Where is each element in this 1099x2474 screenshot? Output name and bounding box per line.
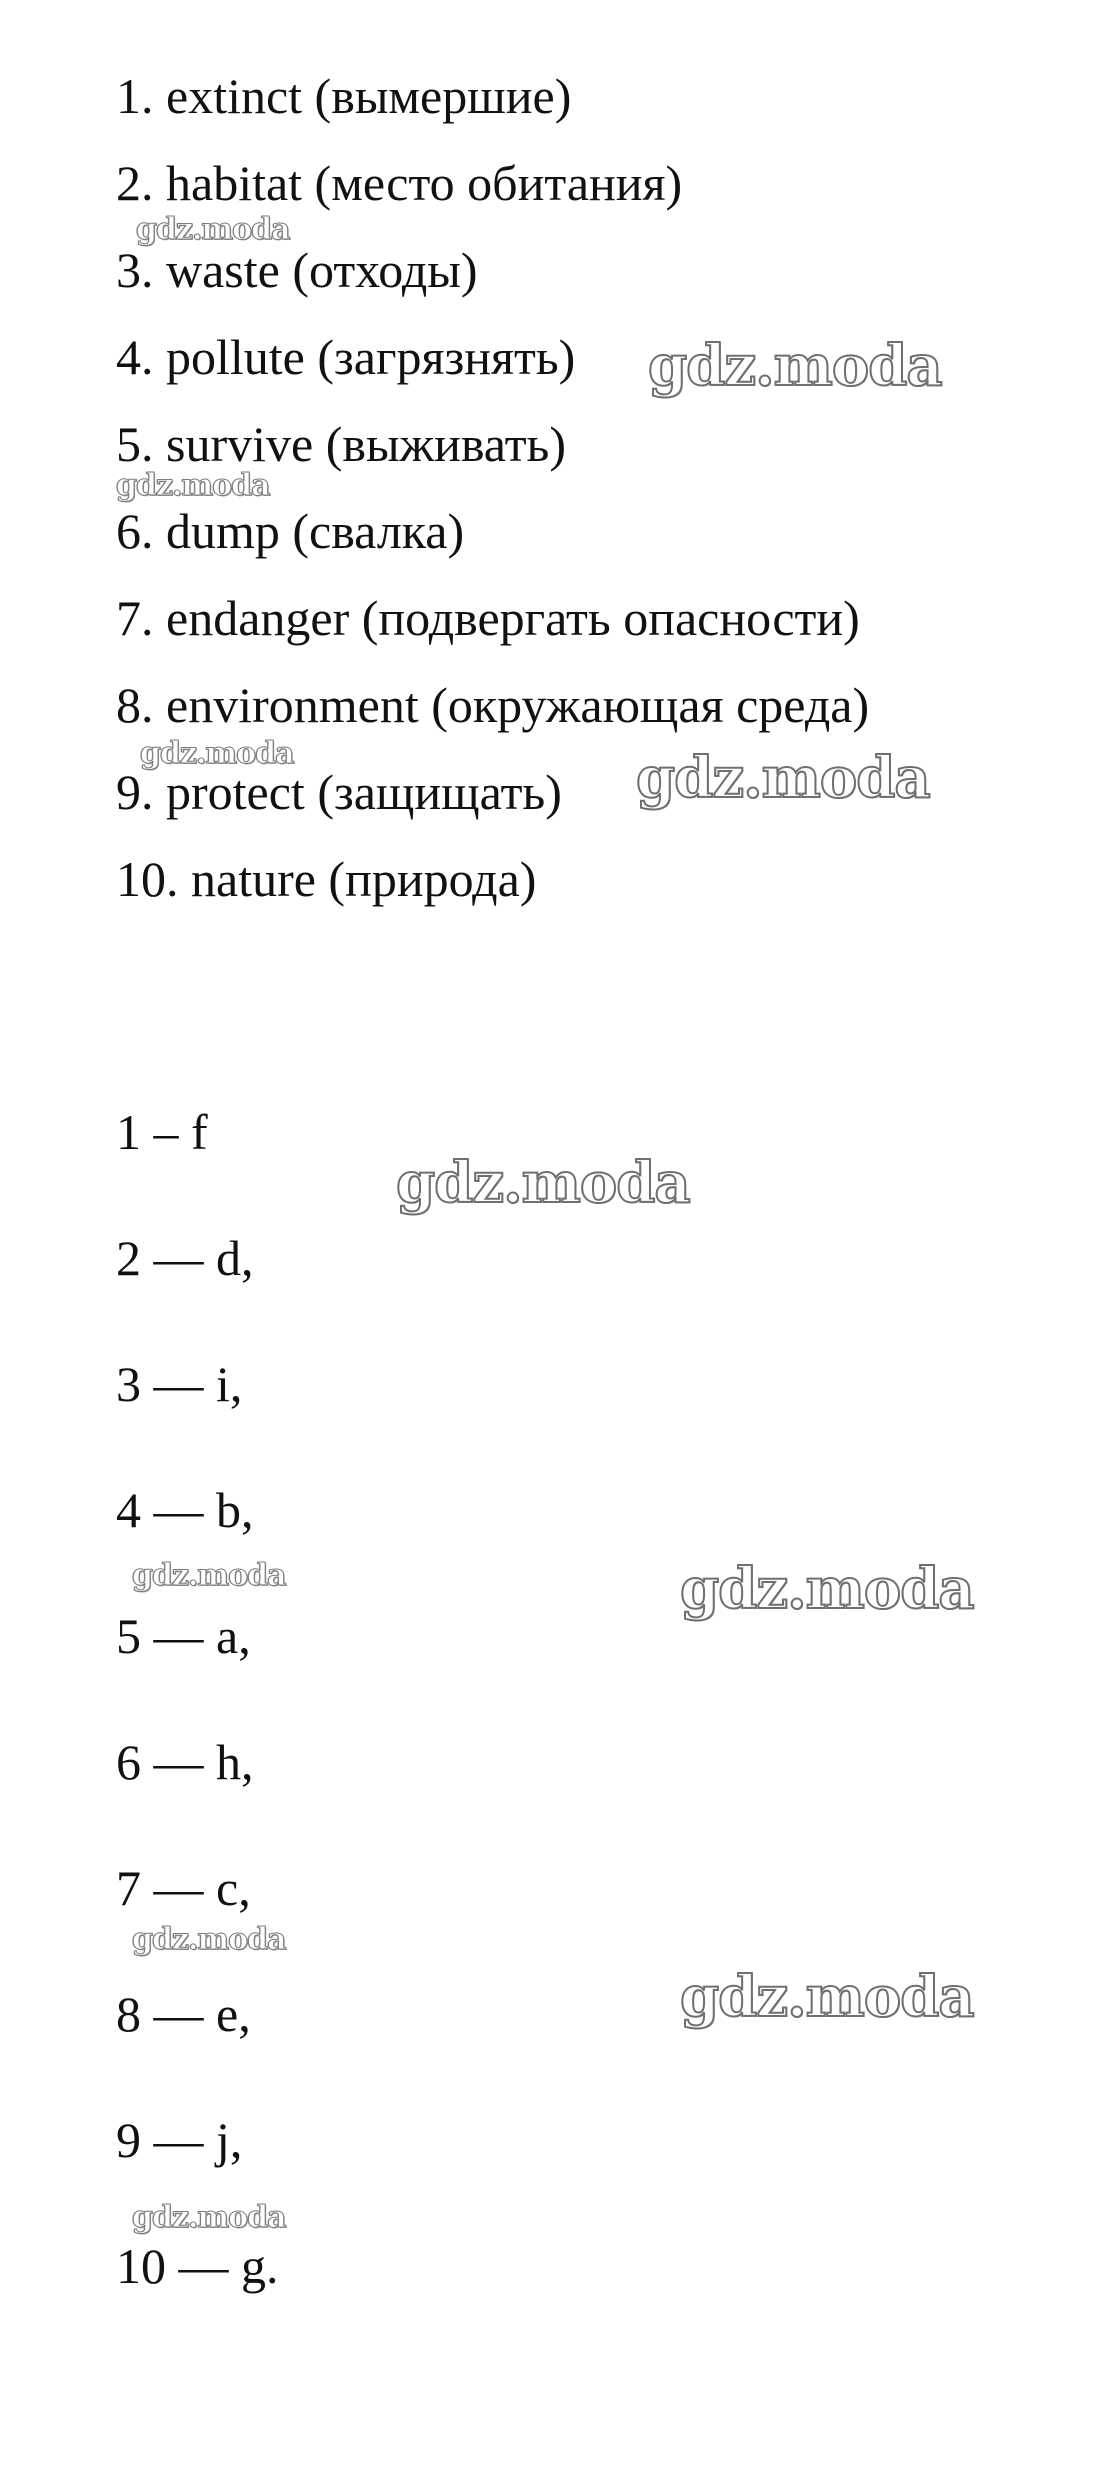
vocab-item-9: 9. protect (защищать) [116, 764, 562, 820]
watermark: gdz.moda [680, 1964, 974, 2030]
watermark: gdz.moda [140, 736, 294, 771]
vocab-item-6: 6. dump (свалка) [116, 503, 465, 559]
vocab-item-4: 4. pollute (загрязнять) [116, 329, 576, 385]
vocab-item-1: 1. extinct (вымершие) [116, 68, 572, 124]
match-item-10: 10 — g. [116, 2238, 279, 2294]
match-item-9: 9 — j, [116, 2112, 243, 2168]
watermark: gdz.moda [132, 2200, 286, 2235]
vocab-item-5: 5. survive (выживать) [116, 416, 566, 472]
vocab-item-7: 7. endanger (подвергать опасности) [116, 590, 860, 646]
watermark: gdz.moda [116, 468, 270, 503]
match-item-1: 1 – f [116, 1104, 208, 1160]
vocab-item-2: 2. habitat (место обитания) [116, 155, 683, 211]
match-item-8: 8 — e, [116, 1986, 251, 2042]
match-item-7: 7 — c, [116, 1860, 251, 1916]
watermark: gdz.moda [636, 745, 930, 811]
vocab-item-8: 8. environment (окружающая среда) [116, 677, 870, 733]
match-item-5: 5 — a, [116, 1608, 251, 1664]
watermark: gdz.moda [136, 212, 290, 247]
vocab-item-3: 3. waste (отходы) [116, 242, 478, 298]
watermark: gdz.moda [396, 1150, 690, 1216]
watermark: gdz.moda [680, 1556, 974, 1622]
vocab-item-10: 10. nature (природа) [116, 851, 537, 907]
match-item-3: 3 — i, [116, 1356, 243, 1412]
watermark: gdz.moda [648, 333, 942, 399]
match-item-2: 2 — d, [116, 1230, 254, 1286]
watermark: gdz.moda [132, 1558, 286, 1593]
match-item-4: 4 — b, [116, 1482, 254, 1538]
watermark: gdz.moda [132, 1922, 286, 1957]
match-item-6: 6 — h, [116, 1734, 254, 1790]
